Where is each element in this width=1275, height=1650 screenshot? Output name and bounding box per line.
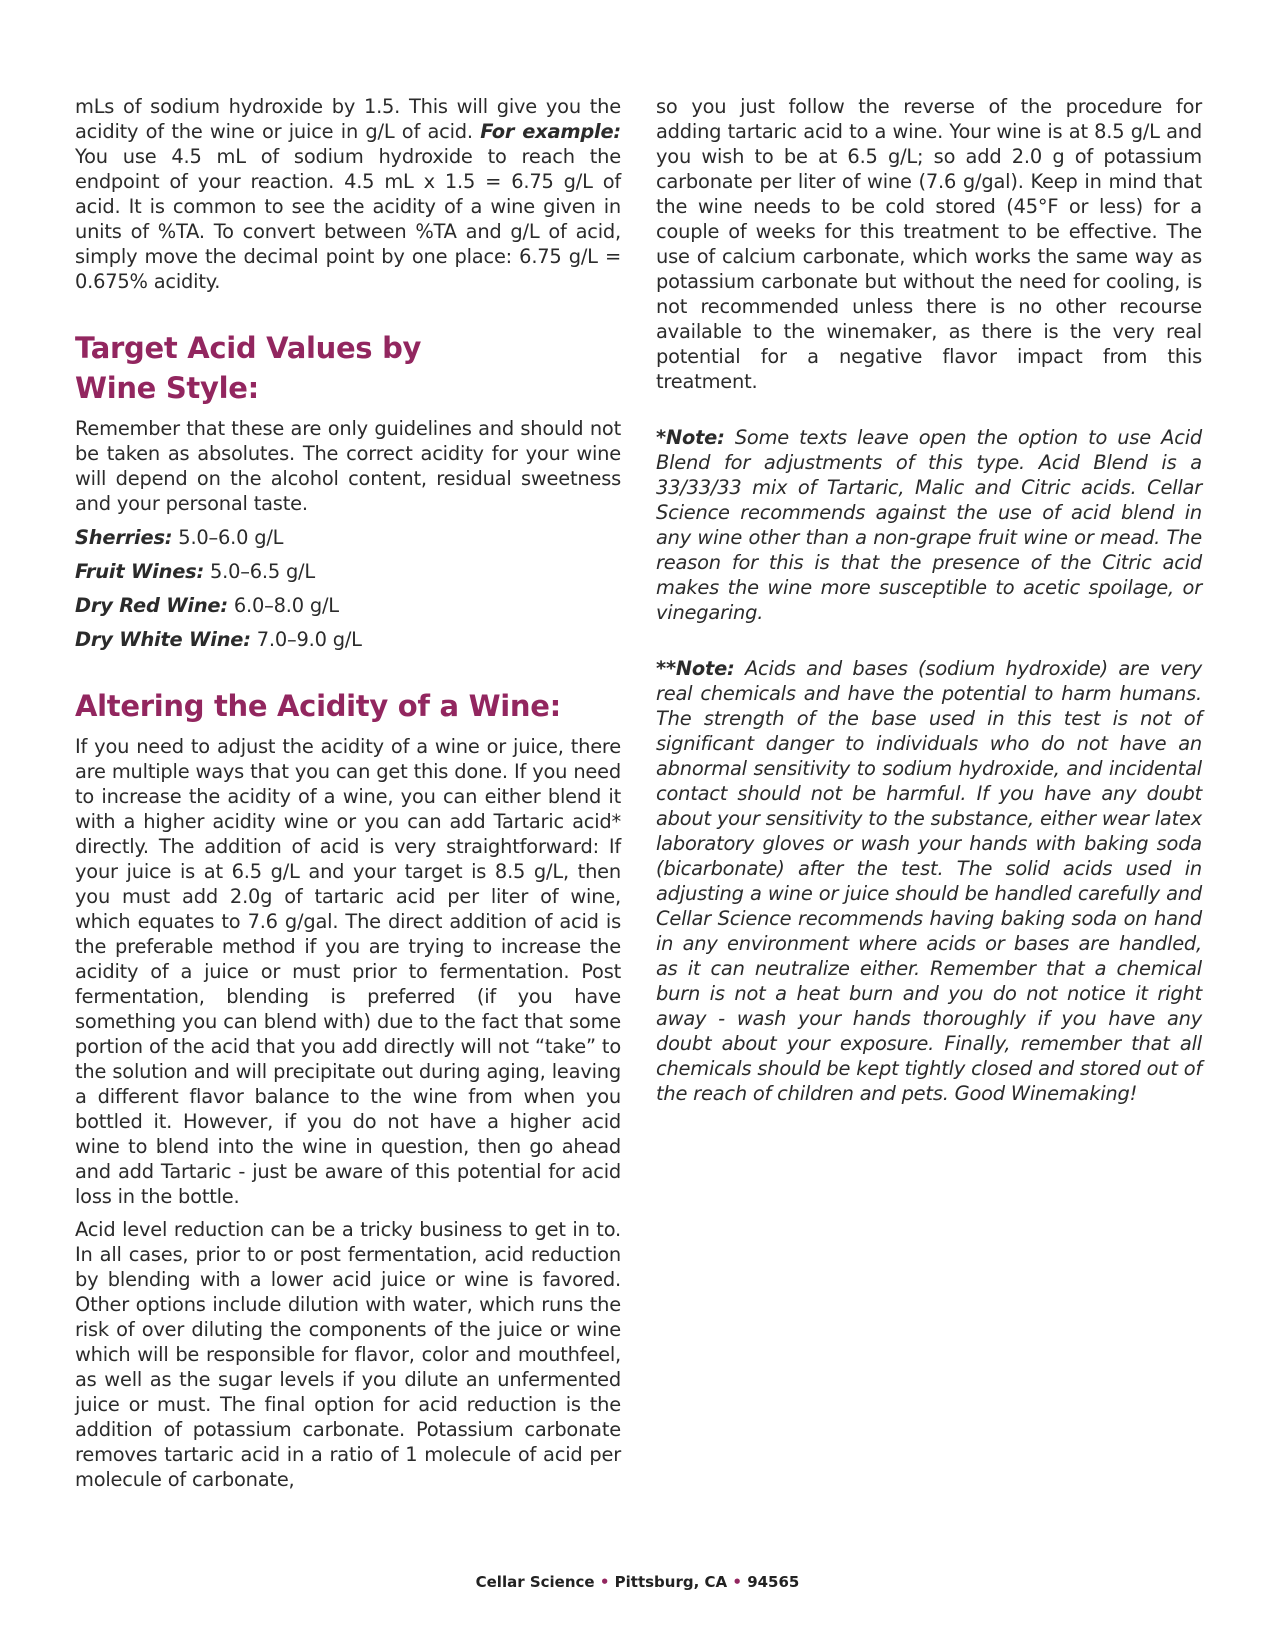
value-label: Dry Red Wine:	[75, 594, 228, 617]
page-footer	[0, 1573, 1275, 1591]
altering-acidity-heading: Altering the Acidity of a Wine:	[75, 689, 561, 723]
value-row-dry-red	[75, 593, 621, 618]
value-range: 5.0–6.0 g/L	[172, 526, 284, 549]
footer-location: Pittsburg, CA	[614, 1573, 728, 1591]
value-row-fruit-wines	[75, 559, 621, 584]
note-1	[656, 425, 1202, 625]
footer-zip: 94565	[747, 1573, 800, 1591]
intro-example-label: For example:	[480, 120, 621, 143]
value-label: Fruit Wines:	[75, 560, 205, 583]
right-column	[656, 94, 1202, 1106]
value-label: Sherries:	[75, 526, 173, 549]
intro-paragraph	[75, 94, 621, 294]
note-1-text: Some texts leave open the option to use Acid Blend for adjustments of this type. Acid Blend is a 33/33/33 mix of Tartaric, Malic and Citric acids. Cellar Science recommends against the use of acid blend in any wine other than a non-grape fruit wine or mead. The reason for this is that the presence of the Citric acid makes the wine more susceptible to acetic spoilage, or vinegaring.	[656, 426, 1202, 624]
altering-paragraph-2: Acid level reduction can be a tricky business to get in to. In all cases, prior to or post fermentation, acid reduction by blending with a lower acid juice or wine is favored. Other options include dilution with water, which runs the risk of over diluting the components of the juice or wine which will be responsible for flavor, color and mouthfeel, as well as the sugar levels if you dilute an unfermented juice or must. The final option for acid reduction is the addition of potassium carbonate. Potassium carbonate removes tartaric acid in a ratio of 1 molecule of acid per molecule of carbonate,	[75, 1218, 621, 1491]
intro-text-2: You use 4.5 mL of sodium hydroxide to reach the endpoint of your reaction. 4.5 mL x 1.5 = 6.75 g/L of acid. It is common to see the acidity of a wine given in units of %TA. To convert between %TA and g/L of acid, simply move the decimal point by one place: 6.75 g/L = 0.675% acidity.	[75, 145, 621, 293]
target-heading-line-2: Wine Style:	[75, 371, 259, 405]
note-2	[656, 656, 1202, 1106]
value-range: 7.0–9.0 g/L	[250, 628, 362, 651]
note-1-label: *Note:	[656, 426, 725, 449]
footer-separator: •	[727, 1573, 748, 1591]
value-row-sherries	[75, 525, 621, 550]
altering-paragraph-1: If you need to adjust the acidity of a wine or juice, there are multiple ways that you can get this done. If you need to increase the acidity of a wine, you can either blend it with a higher acidity wine or you can add Tartaric acid* directly. The addition of acid is very straightforward: If your juice is at 6.5 g/L and your target is 8.5 g/L, then you must add 2.0g of tartaric acid per liter of wine, which equates to 7.6 g/gal. The direct addition of acid is the preferable method if you are trying to increase the acidity of a juice or must prior to fermentation. Post fermentation, blending is preferred (if you have something you can blend with) due to the fact that some portion of the acid that you add directly will not “take” to the solution and will precipitate out during aging, leaving a different flavor balance to the wine from when you bottled it. However, if you do not have a higher acid wine to blend into the wine in question, then go ahead and add Tartaric - just be aware of this potential for acid loss in the bottle.	[75, 735, 621, 1208]
note-2-text: Acids and bases (sodium hydroxide) are very real chemicals and have the potential to harm humans. The strength of the base used in this test is not of significant danger to individuals who do not have an abnormal sensitivity to sodium hydroxide, and incidental contact should not be harmful. If you have any doubt about your sensitivity to the substance, either wear latex laboratory gloves or wash your hands with baking soda (bicarbonate) after the test. The solid acids used in adjusting a wine or juice should be handled carefully and Cellar Science recommends having baking soda on hand in any environment where acids or bases are handled, as it can neutralize either. Remember that a chemical burn is not a heat burn and you do not notice it right away - wash your hands thoroughly if you have any doubt about your exposure. Finally, remember that all chemicals should be kept tightly closed and stored out of the reach of children and pets. Good Winemaking!	[656, 657, 1202, 1105]
footer-separator: •	[594, 1573, 615, 1591]
value-label: Dry White Wine:	[75, 628, 251, 651]
footer-brand: Cellar Science	[475, 1573, 595, 1591]
target-acid-heading	[75, 328, 621, 408]
value-range: 6.0–8.0 g/L	[227, 594, 339, 617]
intro-text-1: mLs of sodium hydroxide by 1.5. This will give you the acidity of the wine or juice in g/L of acid.	[75, 95, 621, 143]
left-column	[75, 94, 621, 1492]
value-range: 5.0–6.5 g/L	[204, 560, 315, 583]
continued-paragraph: so you just follow the reverse of the procedure for adding tartaric acid to a wine. Your wine is at 8.5 g/L and you wish to be at 6.5 g/L; so add 2.0 g of potassium carbonate per liter of wine (7.6 g/gal). Keep in mind that the wine needs to be cold stored (45°F or less) for a couple of weeks for this treatment to be effective. The use of calcium carbonate, which works the same way as potassium carbonate but without the need for cooling, is not recommended unless there is no other recourse available to the winemaker, as there is the very real potential for a negative flavor impact from this treatment.	[656, 95, 1202, 393]
target-paragraph: Remember that these are only guidelines and should not be taken as absolutes. The correct acidity for your wine will depend on the alcohol content, residual sweetness and your personal taste.	[75, 417, 621, 515]
value-row-dry-white	[75, 627, 621, 652]
target-heading-line-1: Target Acid Values by	[75, 331, 422, 365]
note-2-label: **Note:	[656, 657, 735, 680]
